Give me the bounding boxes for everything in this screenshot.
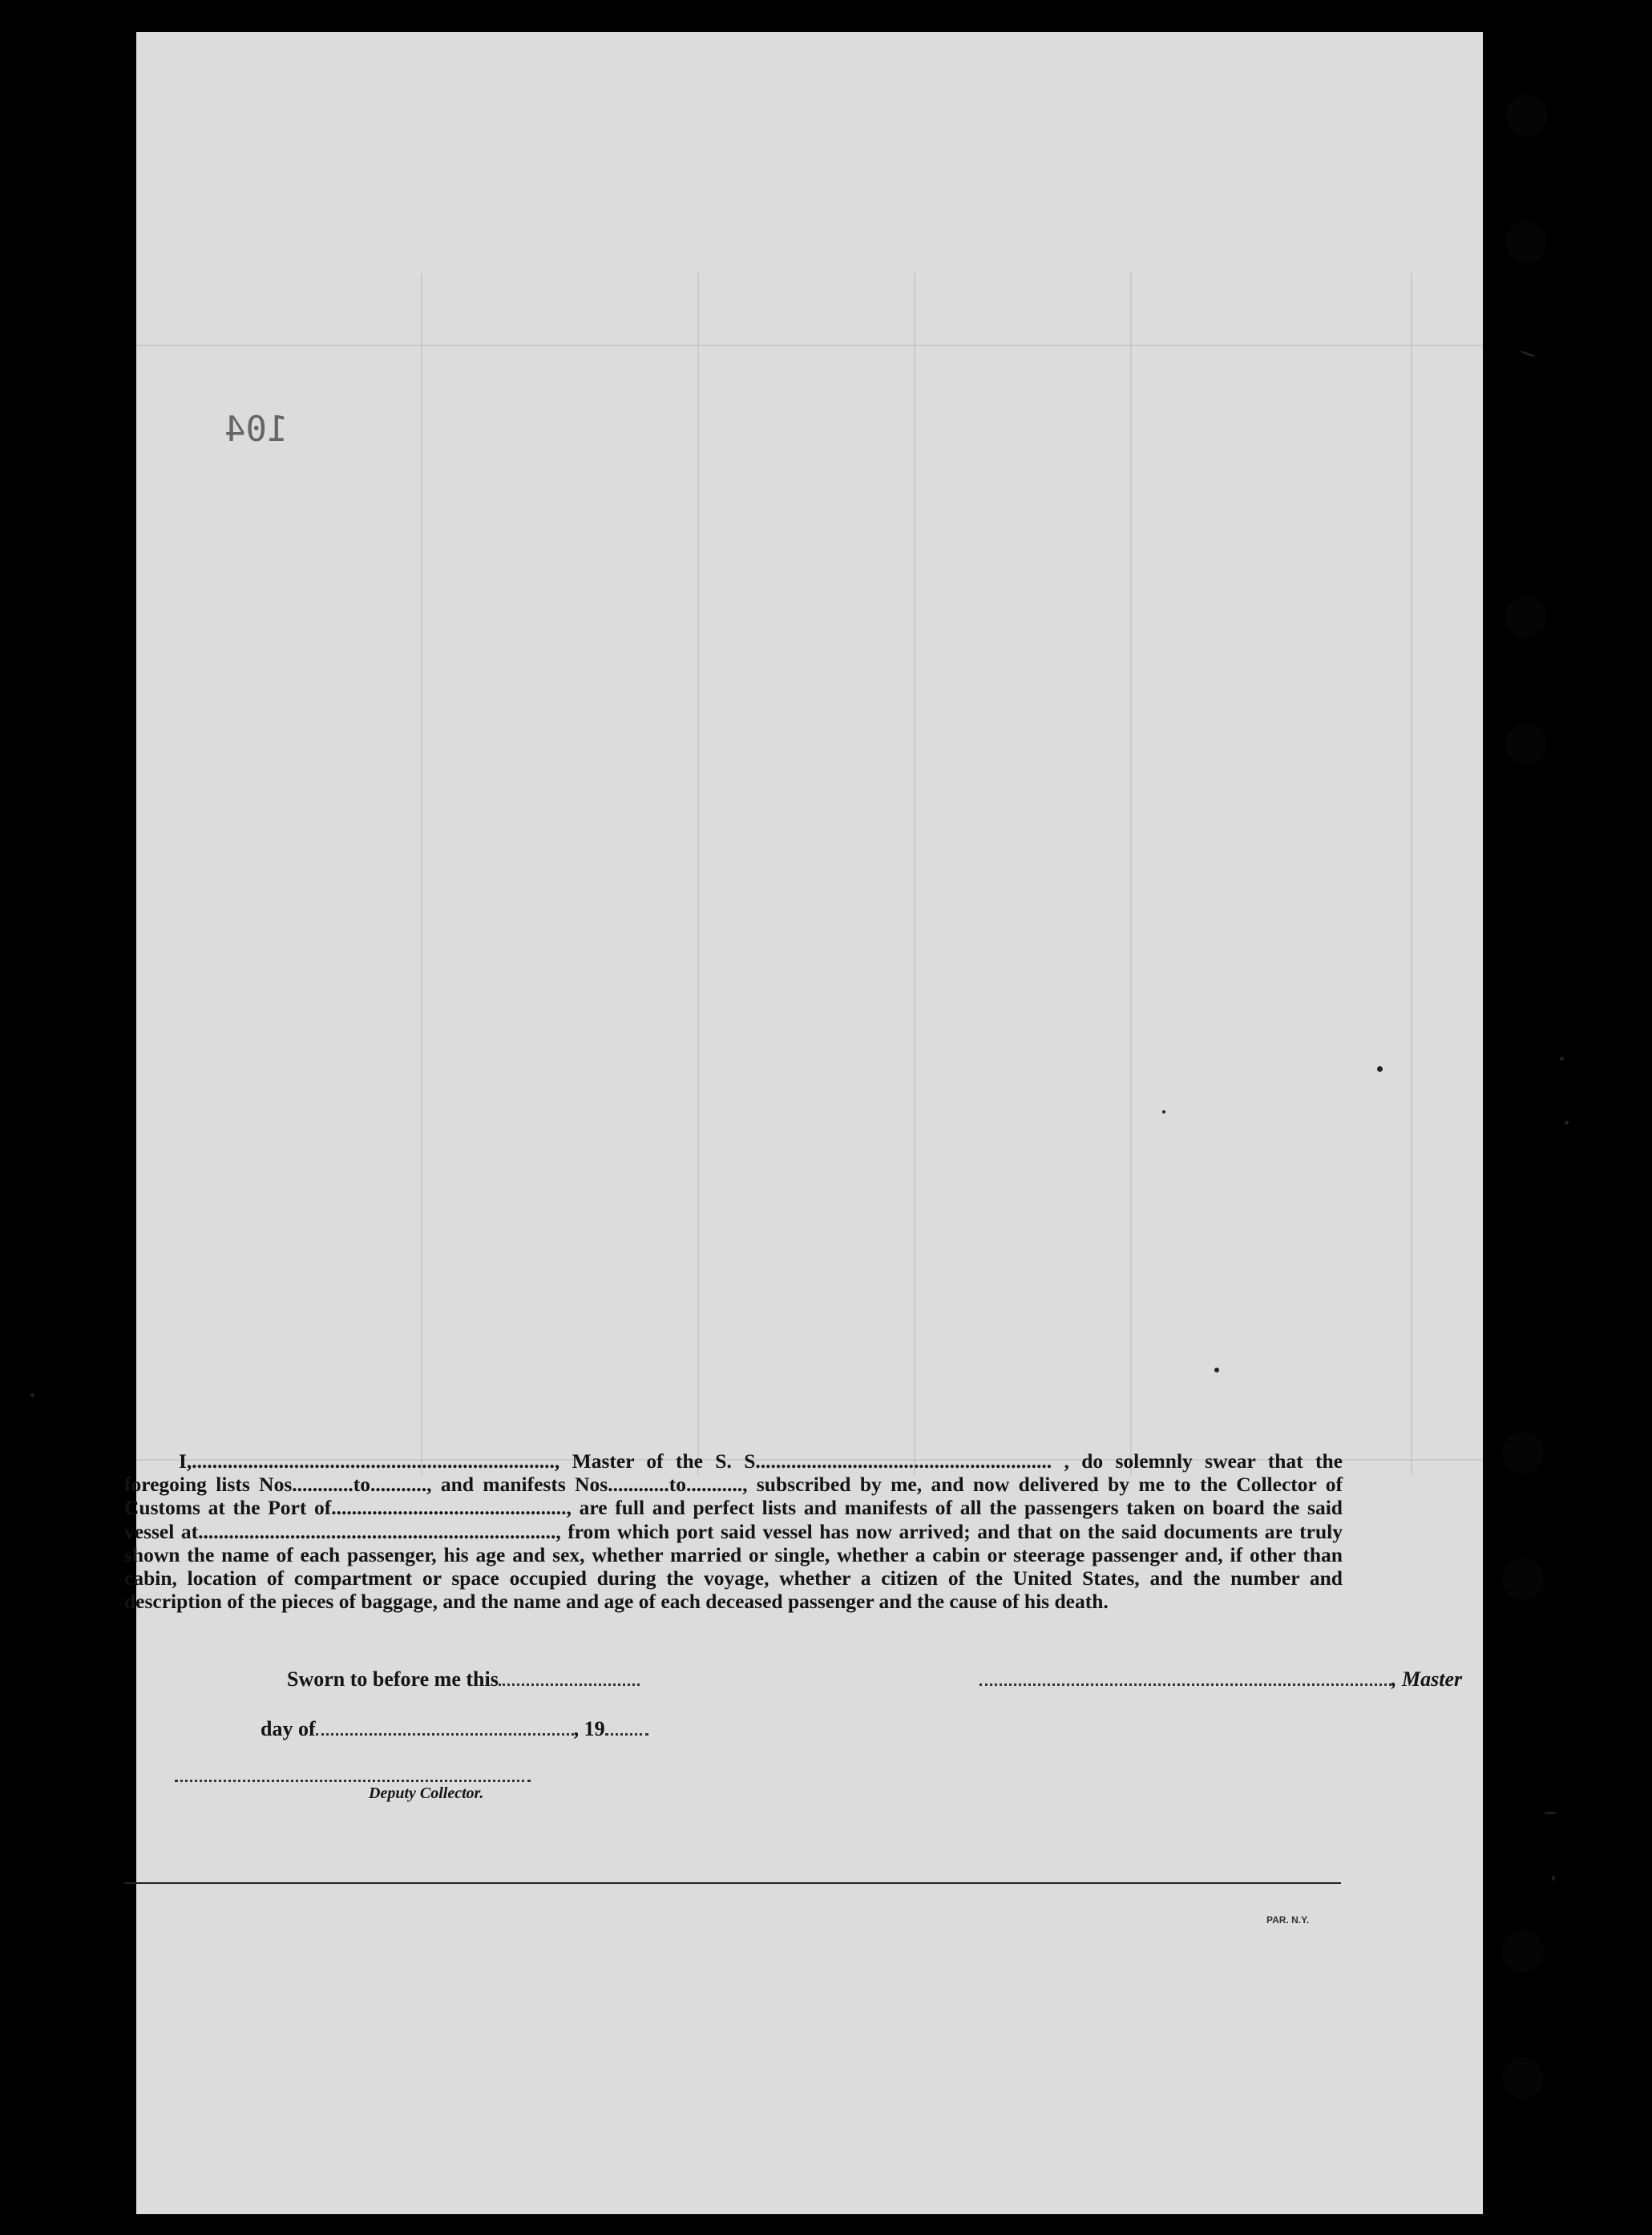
master-signature-line: [979, 1667, 1462, 1691]
punch-hole-icon: [1505, 596, 1547, 638]
scan-speck: [1214, 1368, 1219, 1372]
year-label: , 19: [573, 1717, 605, 1740]
master-oath-paragraph: [124, 1449, 1343, 1613]
punch-hole-icon: [1505, 95, 1547, 136]
oath-text: I,......................................................................., Master of the S. S.......................................................... , do solemnly swear that the foregoing lists Nos............to..........., and manifests Nos............to..........., subscribed by me, and now delivered by me to the Collector of Customs at the Port of.............................................., are full and perfect lists and manifests of all the passengers taken on board the said vessel at......................................................................, from which port said vessel has now arrived; and that on the said documents are truly shown the name of each passenger, his age and sex, whether married or single, whether a cabin or steerage passenger and, if other than cabin, location of compartment or space occupied during the voyage, whether a citizen of the United States, and the number and description of the pieces of baggage, and the name and age of each deceased passenger and the cause of his death.: [124, 1449, 1343, 1614]
ghost-column-line: [1130, 273, 1132, 1475]
master-signature-blank: [979, 1683, 1391, 1686]
deputy-collector-signature-blank: [175, 1780, 531, 1782]
scan-speck: [1552, 1876, 1555, 1881]
ghost-column-line: [421, 273, 422, 1475]
punch-hole-icon: [1502, 2057, 1544, 2099]
printer-mark: PAR. N.Y.: [1266, 1914, 1310, 1926]
year-blank: [605, 1733, 648, 1736]
scan-speck: [1565, 1121, 1569, 1125]
ghost-column-line: [1411, 273, 1412, 1475]
sworn-line: [287, 1667, 640, 1691]
punch-hole-icon: [1502, 1930, 1544, 1972]
punch-hole-icon: [1502, 1558, 1544, 1600]
scan-speck: [1560, 1057, 1564, 1061]
punch-hole-icon: [1505, 723, 1547, 765]
scan-speck: [1544, 1812, 1557, 1814]
scan-speck: [1162, 1110, 1165, 1113]
day-of-label: day of: [261, 1717, 316, 1740]
punch-hole-icon: [1502, 1432, 1544, 1473]
deputy-collector-label: Deputy Collector.: [369, 1784, 484, 1802]
scan-speck: [30, 1393, 34, 1397]
page-stamp-number: 104: [224, 409, 289, 450]
sworn-label: Sworn to before me this: [287, 1667, 499, 1691]
ghost-column-line: [697, 273, 699, 1475]
day-of-line: [261, 1717, 648, 1741]
sworn-date-blank: [499, 1683, 640, 1686]
ghost-column-line: [914, 273, 915, 1475]
bottom-rule: [124, 1882, 1341, 1884]
master-label: , Master: [1391, 1667, 1463, 1691]
day-of-blank: [316, 1733, 574, 1736]
ghost-row-line: [136, 345, 1483, 346]
manifest-sheet: [136, 32, 1483, 2214]
scan-speck: [1377, 1066, 1383, 1072]
punch-hole-icon: [1505, 221, 1547, 263]
scan-speck: [1520, 350, 1536, 358]
